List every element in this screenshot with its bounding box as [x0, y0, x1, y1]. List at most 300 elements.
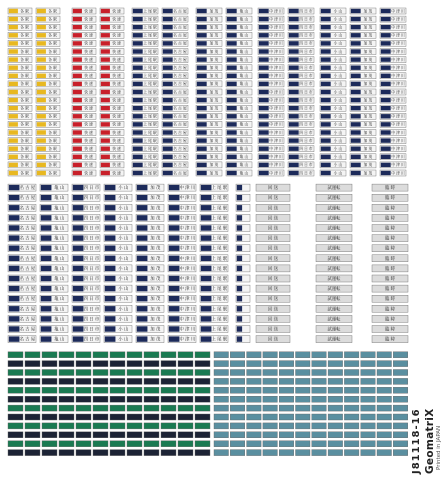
plate-destination — [196, 162, 222, 168]
plate-mini-teal — [247, 396, 262, 402]
svg-text:中 津 川: 中 津 川 — [391, 163, 405, 168]
svg-text:名 古 屋: 名 古 屋 — [19, 246, 36, 252]
svg-text:中 津 川: 中 津 川 — [269, 33, 283, 38]
plate-mini — [110, 423, 125, 429]
svg-text:上 尾 駅: 上 尾 駅 — [143, 171, 157, 176]
plate-mini — [25, 450, 40, 456]
svg-text:臨 時: 臨 時 — [384, 186, 396, 192]
plate-destination — [168, 285, 196, 292]
plate-mini-teal — [344, 370, 359, 376]
svg-text:各 駅: 各 駅 — [20, 57, 29, 62]
plate-destination — [132, 89, 158, 95]
plate-mini — [42, 414, 57, 420]
plate-mini — [127, 361, 142, 367]
plate-mini-teal — [361, 450, 376, 456]
svg-text:名 古 屋: 名 古 屋 — [173, 90, 187, 95]
svg-text:各 駅: 各 駅 — [20, 66, 29, 71]
plate-mini — [76, 423, 91, 429]
svg-text:回 送: 回 送 — [267, 216, 279, 222]
plate-rinji — [372, 194, 408, 201]
plate-destination — [132, 49, 158, 55]
plate-destination — [380, 65, 406, 71]
plate-mini — [8, 423, 23, 429]
svg-text:中 津 川: 中 津 川 — [269, 66, 283, 71]
plate-shiunten — [316, 204, 352, 211]
plate-mini-teal — [328, 432, 343, 438]
plate-mini-teal — [344, 396, 359, 402]
plate-destination — [226, 32, 252, 38]
plate-local — [36, 81, 60, 87]
plate-destination — [132, 32, 158, 38]
plate-local — [36, 162, 60, 168]
plate-mini — [93, 423, 108, 429]
svg-text:加 茂: 加 茂 — [363, 49, 373, 54]
plate-destination — [350, 16, 376, 22]
svg-text:加 茂: 加 茂 — [209, 41, 219, 46]
svg-text:小 山: 小 山 — [118, 246, 129, 252]
plate-destination — [8, 265, 36, 272]
svg-text:回 送: 回 送 — [267, 297, 279, 303]
svg-text:各 駅: 各 駅 — [20, 106, 29, 111]
plate-rapid — [100, 121, 124, 127]
svg-text:四 日 市: 四 日 市 — [83, 307, 100, 313]
svg-text:上 尾 駅: 上 尾 駅 — [211, 226, 228, 232]
plate-mini — [42, 387, 57, 393]
plate-mini-teal — [377, 361, 392, 367]
plate-destination — [196, 73, 222, 79]
plate-kaisou — [256, 326, 290, 333]
plate-rinji — [372, 326, 408, 333]
plate-mini-teal — [328, 361, 343, 367]
plate-mini-teal — [247, 352, 262, 358]
plate-mini — [42, 378, 57, 384]
plate-mini-teal — [230, 378, 245, 384]
plate-mini-teal — [344, 352, 359, 358]
plate-destination — [8, 194, 36, 201]
plate-destination — [226, 170, 252, 176]
plate-mini-teal — [279, 387, 294, 393]
plate-destination — [104, 336, 132, 343]
plate-mini-teal — [296, 423, 311, 429]
svg-text:回 送: 回 送 — [267, 287, 279, 293]
svg-text:名 古 屋: 名 古 屋 — [173, 33, 187, 38]
plate-destination — [380, 154, 406, 160]
plate-mini-teal — [344, 361, 359, 367]
plate-mini-teal — [312, 441, 327, 447]
plate-mini — [76, 378, 91, 384]
plate-mini — [161, 441, 176, 447]
svg-text:名 古 屋: 名 古 屋 — [19, 206, 36, 212]
plate-mini-teal — [214, 387, 229, 393]
plate-mini — [42, 361, 57, 367]
plate-mini — [195, 352, 210, 358]
svg-text:各 駅: 各 駅 — [48, 66, 57, 71]
plate-destination — [196, 32, 222, 38]
plate-destination — [350, 81, 376, 87]
plate-mini-teal — [361, 405, 376, 411]
plate-destination — [40, 315, 68, 322]
svg-text:加 茂: 加 茂 — [209, 57, 219, 62]
plate-mini-teal — [279, 396, 294, 402]
svg-text:臨 時: 臨 時 — [384, 287, 396, 293]
plate-mini-teal — [296, 396, 311, 402]
plate-mini — [59, 370, 74, 376]
plate-shiunten — [316, 225, 352, 232]
plate-destination — [258, 121, 284, 127]
svg-text:四 日 市: 四 日 市 — [83, 287, 100, 293]
svg-text:加 茂: 加 茂 — [150, 307, 161, 313]
plate-mini — [93, 396, 108, 402]
plate-local — [8, 162, 32, 168]
plate-destination — [258, 170, 284, 176]
plate-destination — [40, 245, 68, 252]
plate-rapid — [100, 130, 124, 136]
svg-text:小 山: 小 山 — [118, 226, 129, 232]
plate-mini-teal — [230, 370, 245, 376]
svg-text:中 津 川: 中 津 川 — [391, 17, 405, 22]
svg-text:名 古 屋: 名 古 屋 — [173, 155, 187, 160]
plate-mini-teal — [393, 432, 408, 438]
plate-destination — [72, 315, 100, 322]
svg-text:四 日 市: 四 日 市 — [299, 171, 313, 176]
svg-text:各 駅: 各 駅 — [48, 33, 57, 38]
plate-rapid — [100, 105, 124, 111]
svg-text:四 日 市: 四 日 市 — [299, 33, 313, 38]
plate-rinji — [372, 245, 408, 252]
plate-destination — [162, 65, 188, 71]
svg-text:回 送: 回 送 — [267, 246, 279, 252]
svg-text:中 津 川: 中 津 川 — [179, 277, 196, 283]
plate-destination — [162, 97, 188, 103]
plate-destination — [320, 105, 346, 111]
plate-shiunten — [316, 326, 352, 333]
plate-kaisou — [256, 315, 290, 322]
plate-destination — [8, 214, 36, 221]
svg-text:亀 山: 亀 山 — [54, 307, 65, 313]
plate-local — [8, 154, 32, 160]
product-code: J81118-16 — [411, 408, 422, 474]
plate-destination — [72, 305, 100, 312]
plate-destination — [136, 214, 164, 221]
plate-destination — [200, 245, 228, 252]
svg-text:名 古 屋: 名 古 屋 — [19, 256, 36, 262]
plate-mini — [178, 352, 193, 358]
plate-destination — [168, 214, 196, 221]
svg-text:快 速: 快 速 — [112, 106, 121, 111]
plate-mini-teal — [377, 441, 392, 447]
plate-destination — [320, 73, 346, 79]
plate-destination — [320, 40, 346, 46]
plate-rapid — [72, 57, 96, 63]
plate-destination — [226, 8, 252, 14]
plate-mini — [8, 378, 23, 384]
plate-destination — [288, 73, 314, 79]
svg-text:中 津 川: 中 津 川 — [269, 130, 283, 135]
plate-mini-teal — [247, 441, 262, 447]
svg-text:四 日 市: 四 日 市 — [83, 226, 100, 232]
plate-shiunten — [316, 235, 352, 242]
svg-text:試運転: 試運転 — [327, 246, 341, 252]
plate-mini — [144, 352, 159, 358]
svg-text:小 山: 小 山 — [333, 9, 343, 14]
svg-text:中 津 川: 中 津 川 — [391, 138, 405, 143]
plate-destination — [136, 336, 164, 343]
plate-kaisou — [256, 255, 290, 262]
plate-mini — [76, 352, 91, 358]
plate-mini-teal — [263, 423, 278, 429]
plate-shiunten — [316, 315, 352, 322]
svg-text:名 古 屋: 名 古 屋 — [19, 236, 36, 242]
svg-text:亀 山: 亀 山 — [239, 130, 249, 135]
svg-text:加 茂: 加 茂 — [363, 98, 373, 103]
plate-rapid — [100, 57, 124, 63]
plate-mini-teal — [247, 370, 262, 376]
svg-text:試運転: 試運転 — [327, 297, 341, 303]
svg-text:亀 山: 亀 山 — [239, 33, 249, 38]
plate-mini — [161, 450, 176, 456]
svg-text:中 津 川: 中 津 川 — [391, 49, 405, 54]
svg-text:加 茂: 加 茂 — [150, 196, 161, 202]
svg-text:中 津 川: 中 津 川 — [179, 287, 196, 293]
plate-destination — [350, 65, 376, 71]
svg-text:加 茂: 加 茂 — [209, 74, 219, 79]
plate-destination — [288, 170, 314, 176]
plate-destination — [162, 16, 188, 22]
plate-mini — [178, 432, 193, 438]
plate-destination — [350, 8, 376, 14]
plate-local — [8, 73, 32, 79]
plate-mini-teal — [312, 352, 327, 358]
svg-text:各 駅: 各 駅 — [20, 122, 29, 127]
plate-mini-teal — [328, 378, 343, 384]
svg-text:加 茂: 加 茂 — [209, 106, 219, 111]
plate-mini — [110, 405, 125, 411]
plate-mini — [178, 361, 193, 367]
plate-local — [36, 113, 60, 119]
plate-destination — [104, 235, 132, 242]
plate-mini — [178, 450, 193, 456]
plate-mini-teal — [361, 387, 376, 393]
plate-mini-teal — [296, 361, 311, 367]
plate-mini — [25, 396, 40, 402]
plate-mini — [144, 396, 159, 402]
svg-text:名 古 屋: 名 古 屋 — [19, 307, 36, 313]
plate-mini — [76, 396, 91, 402]
plate-mini-teal — [361, 423, 376, 429]
svg-text:加 茂: 加 茂 — [363, 138, 373, 143]
svg-text:快 速: 快 速 — [84, 41, 93, 46]
plate-mini-teal — [214, 370, 229, 376]
plate-destination — [288, 146, 314, 152]
plate-shiunten — [316, 265, 352, 272]
svg-text:四 日 市: 四 日 市 — [299, 25, 313, 30]
plate-mini-teal — [361, 378, 376, 384]
plate-destination — [288, 40, 314, 46]
svg-text:中 津 川: 中 津 川 — [391, 114, 405, 119]
plate-destination — [72, 204, 100, 211]
svg-text:加 茂: 加 茂 — [209, 33, 219, 38]
plate-destination — [380, 138, 406, 144]
svg-text:名 古 屋: 名 古 屋 — [19, 317, 36, 323]
plate-destination — [258, 73, 284, 79]
plate-mini — [127, 414, 142, 420]
plate-kaisou — [256, 245, 290, 252]
plate-mini-teal — [247, 361, 262, 367]
plate-rapid — [100, 113, 124, 119]
svg-text:中 津 川: 中 津 川 — [269, 171, 283, 176]
plate-destination — [136, 204, 164, 211]
plate-destination — [8, 275, 36, 282]
plate-destination — [132, 24, 158, 30]
plate-mini-teal — [247, 450, 262, 456]
plate-destination — [200, 265, 228, 272]
plate-rapid — [72, 121, 96, 127]
plate-mini — [178, 378, 193, 384]
plate-mini-teal — [377, 370, 392, 376]
svg-text:臨 時: 臨 時 — [384, 266, 396, 272]
plate-destination — [162, 146, 188, 152]
svg-text:快 速: 快 速 — [112, 155, 121, 160]
plate-local — [8, 170, 32, 176]
svg-text:上 尾 駅: 上 尾 駅 — [143, 57, 157, 62]
plate-destination — [72, 336, 100, 343]
svg-text:中 津 川: 中 津 川 — [391, 106, 405, 111]
plate-destination — [380, 40, 406, 46]
plate-destination — [258, 113, 284, 119]
plate-destination — [162, 130, 188, 136]
plate-local — [36, 32, 60, 38]
plate-destination — [132, 40, 158, 46]
svg-text:四 日 市: 四 日 市 — [83, 206, 100, 212]
svg-text:中 津 川: 中 津 川 — [391, 130, 405, 135]
plate-rinji — [372, 275, 408, 282]
plate-destination — [162, 154, 188, 160]
svg-text:快 速: 快 速 — [84, 130, 93, 135]
plate-destination — [40, 285, 68, 292]
plate-mini-teal — [296, 432, 311, 438]
plate-mini-teal — [377, 378, 392, 384]
svg-text:名 古 屋: 名 古 屋 — [173, 41, 187, 46]
plate-destination — [40, 204, 68, 211]
plate-destination — [132, 73, 158, 79]
plate-destination — [320, 170, 346, 176]
plate-mini — [59, 361, 74, 367]
svg-text:快 速: 快 速 — [112, 163, 121, 168]
plate-destination — [168, 275, 196, 282]
svg-text:上 尾 駅: 上 尾 駅 — [143, 114, 157, 119]
plate-mini-teal — [393, 361, 408, 367]
svg-text:中 津 川: 中 津 川 — [269, 147, 283, 152]
plate-destination — [40, 214, 68, 221]
plate-mini-teal — [263, 361, 278, 367]
plate-mini-teal — [214, 414, 229, 420]
plate-destination — [226, 130, 252, 136]
svg-text:臨 時: 臨 時 — [384, 226, 396, 232]
svg-text:試運転: 試運転 — [327, 307, 341, 313]
plate-destination — [350, 49, 376, 55]
plate-kaisou — [256, 214, 290, 221]
plate-mini-teal — [312, 414, 327, 420]
plate-mini — [42, 432, 57, 438]
plate-mini — [161, 414, 176, 420]
svg-text:上 尾 駅: 上 尾 駅 — [211, 236, 228, 242]
plate-destination — [132, 105, 158, 111]
svg-text:各 駅: 各 駅 — [20, 171, 29, 176]
plate-rapid — [100, 24, 124, 30]
plate-rapid — [72, 89, 96, 95]
svg-text:加 茂: 加 茂 — [363, 25, 373, 30]
plate-local — [36, 138, 60, 144]
plate-mini-teal — [230, 396, 245, 402]
plate-mini-teal — [263, 396, 278, 402]
plate-destination — [72, 225, 100, 232]
plate-mini-teal — [279, 378, 294, 384]
plate-destination — [72, 285, 100, 292]
plate-mini-teal — [214, 405, 229, 411]
svg-text:加 茂: 加 茂 — [150, 317, 161, 323]
plate-destination — [320, 49, 346, 55]
plate-destination — [104, 315, 132, 322]
svg-text:上 尾 駅: 上 尾 駅 — [143, 9, 157, 14]
plate-shiunten — [316, 194, 352, 201]
plate-local — [8, 138, 32, 144]
svg-text:名 古 屋: 名 古 屋 — [19, 266, 36, 272]
plate-destination — [320, 57, 346, 63]
svg-text:名 古 屋: 名 古 屋 — [173, 106, 187, 111]
plate-destination — [200, 194, 228, 201]
plate-destination — [288, 97, 314, 103]
plate-destination — [226, 97, 252, 103]
svg-text:快 速: 快 速 — [84, 122, 93, 127]
svg-text:試運転: 試運転 — [327, 266, 341, 272]
plate-mini-teal — [393, 414, 408, 420]
plate-mini-teal — [214, 432, 229, 438]
plate-mini-teal — [279, 450, 294, 456]
plate-destination — [196, 89, 222, 95]
svg-text:上 尾 駅: 上 尾 駅 — [211, 196, 228, 202]
svg-text:小 山: 小 山 — [118, 186, 129, 192]
plate-destination — [196, 16, 222, 22]
plate-mini-teal — [377, 396, 392, 402]
svg-text:試運転: 試運転 — [327, 186, 341, 192]
plate-destination — [288, 89, 314, 95]
plate-destination — [320, 16, 346, 22]
plate-mini-teal — [279, 423, 294, 429]
plate-mini — [59, 450, 74, 456]
svg-text:中 津 川: 中 津 川 — [179, 307, 196, 313]
plate-destination — [196, 57, 222, 63]
plate-destination — [162, 105, 188, 111]
svg-text:加 茂: 加 茂 — [363, 122, 373, 127]
plate-destination — [200, 255, 228, 262]
plate-destination — [226, 65, 252, 71]
plate-mini-teal — [377, 432, 392, 438]
plate-local — [8, 8, 32, 14]
plate-destination — [288, 16, 314, 22]
plate-destination — [380, 105, 406, 111]
plate-mini — [76, 361, 91, 367]
svg-text:中 津 川: 中 津 川 — [269, 122, 283, 127]
plate-destination — [104, 275, 132, 282]
plate-mini — [110, 432, 125, 438]
plate-rapid — [100, 162, 124, 168]
svg-text:加 茂: 加 茂 — [363, 130, 373, 135]
svg-text:臨 時: 臨 時 — [384, 246, 396, 252]
plate-small — [236, 265, 250, 272]
svg-text:小 山: 小 山 — [118, 307, 129, 313]
plate-destination — [200, 285, 228, 292]
plate-mini — [127, 396, 142, 402]
